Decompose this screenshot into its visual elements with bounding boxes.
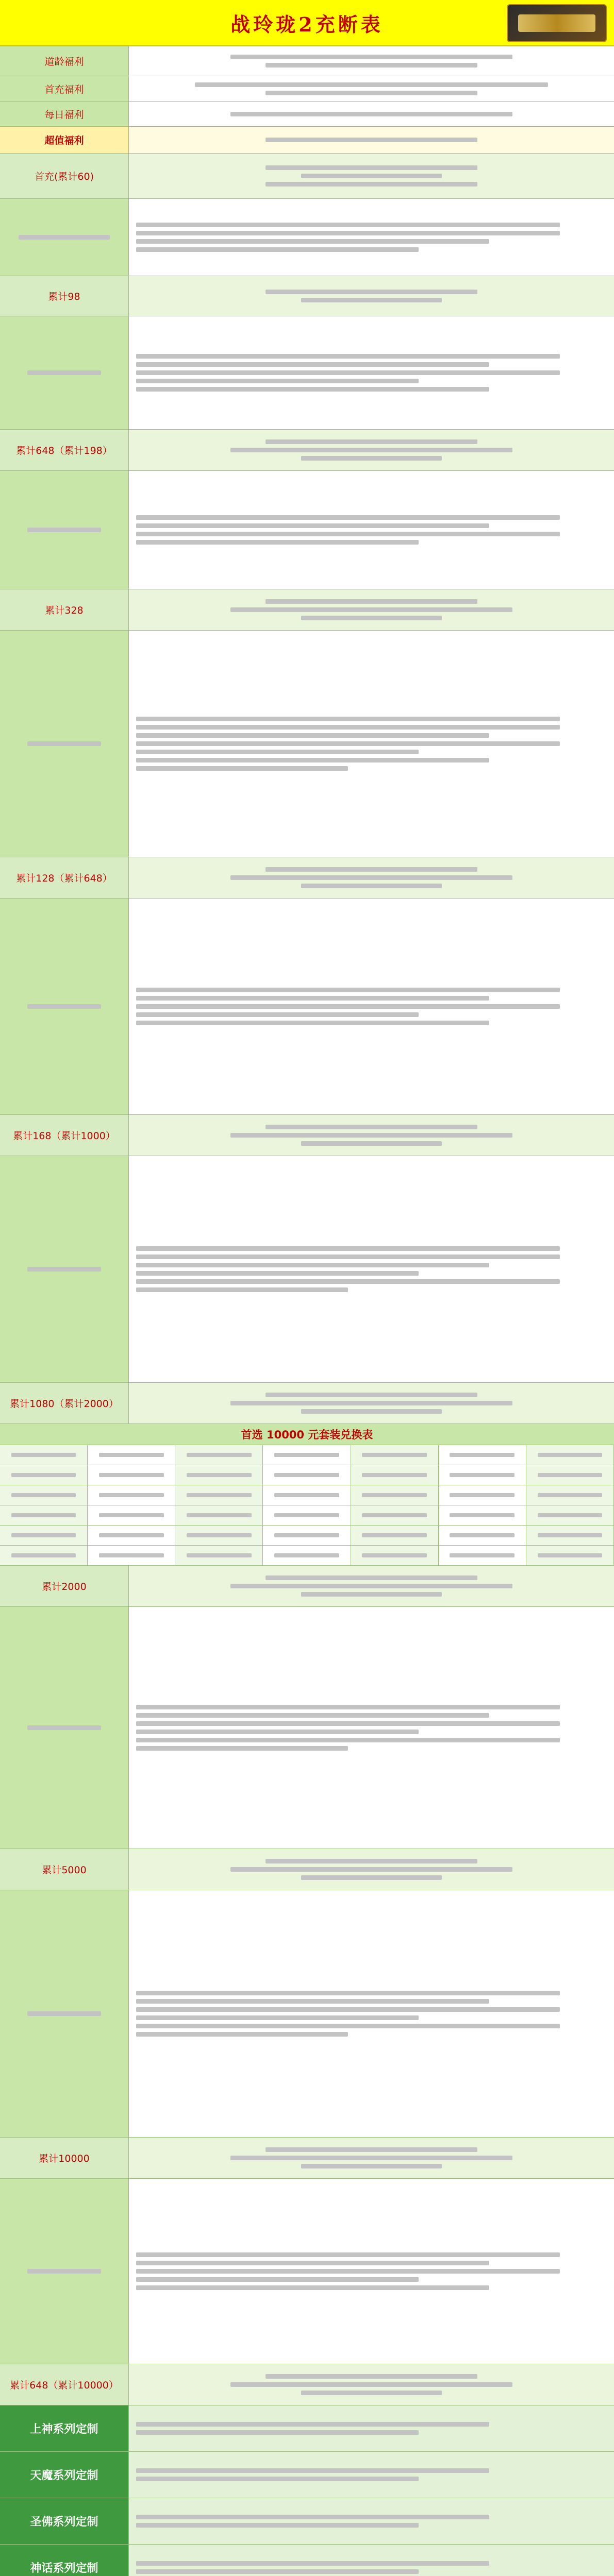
series-body bbox=[129, 2452, 614, 2498]
tier-body bbox=[129, 430, 614, 470]
table-row bbox=[0, 1526, 614, 1546]
table-row bbox=[0, 1465, 614, 1485]
reward-body bbox=[129, 1890, 614, 2137]
tier-body bbox=[129, 276, 614, 316]
tier-row bbox=[0, 1566, 614, 1607]
tier-label: 累计128（累计648） bbox=[0, 857, 129, 898]
reward-label-area bbox=[0, 631, 129, 857]
tier-row bbox=[0, 430, 614, 471]
series-label: 圣佛系列定制 bbox=[0, 2498, 129, 2544]
tier-label: 累计168（累计1000） bbox=[0, 1115, 129, 1156]
reward-body bbox=[129, 1156, 614, 1382]
series-body bbox=[129, 2545, 614, 2576]
series-label: 神话系列定制 bbox=[0, 2545, 129, 2576]
reward-label-area bbox=[0, 1607, 129, 1849]
tier-body bbox=[129, 2364, 614, 2405]
reward-row bbox=[0, 899, 614, 1115]
reward-row bbox=[0, 1607, 614, 1849]
series-body bbox=[129, 2498, 614, 2544]
tier-body bbox=[129, 589, 614, 630]
exchange-table-caption: 首选 10000 元套装兑换表 bbox=[0, 1424, 614, 1445]
reward-row bbox=[0, 316, 614, 430]
series-label: 上神系列定制 bbox=[0, 2405, 129, 2451]
reward-body bbox=[129, 199, 614, 276]
reward-row bbox=[0, 2179, 614, 2364]
section-row bbox=[0, 127, 614, 154]
reward-label-area bbox=[0, 899, 129, 1114]
tier-row bbox=[0, 1849, 614, 1890]
section-label: 超值福利 bbox=[0, 127, 129, 153]
series-label: 天魔系列定制 bbox=[0, 2452, 129, 2498]
section-label: 每日福利 bbox=[0, 102, 129, 126]
tier-label: 累计328 bbox=[0, 589, 129, 630]
reward-label-area bbox=[0, 199, 129, 276]
logo-mark bbox=[518, 14, 595, 32]
table-row bbox=[0, 1485, 614, 1505]
tier-body bbox=[129, 1383, 614, 1423]
game-logo bbox=[507, 4, 607, 42]
series-row bbox=[0, 2545, 614, 2576]
reward-body bbox=[129, 2179, 614, 2364]
tier-label: 累计5000 bbox=[0, 1849, 129, 1890]
tier-row bbox=[0, 276, 614, 316]
page-title: 战玲珑2充断表 bbox=[230, 12, 384, 36]
tier-row bbox=[0, 2364, 614, 2405]
tier-row bbox=[0, 589, 614, 631]
reward-label-area bbox=[0, 1890, 129, 2137]
tier-label: 累计1080（累计2000） bbox=[0, 1383, 129, 1423]
tier-body bbox=[129, 1849, 614, 1890]
reward-label-area bbox=[0, 471, 129, 589]
exchange-table bbox=[0, 1445, 614, 1566]
tier-body bbox=[129, 1566, 614, 1606]
tier-label: 累计2000 bbox=[0, 1566, 129, 1606]
series-body bbox=[129, 2405, 614, 2451]
section-row bbox=[0, 102, 614, 127]
reward-body bbox=[129, 631, 614, 857]
reward-row bbox=[0, 1890, 614, 2138]
tier-row bbox=[0, 857, 614, 899]
section-body bbox=[129, 76, 614, 101]
table-row bbox=[0, 1445, 614, 1465]
section-body bbox=[129, 46, 614, 76]
reward-label-area bbox=[0, 2179, 129, 2364]
title-bar bbox=[0, 0, 614, 46]
reward-body bbox=[129, 899, 614, 1114]
series-row bbox=[0, 2452, 614, 2498]
tier-row bbox=[0, 1383, 614, 1424]
series-row bbox=[0, 2498, 614, 2545]
tier-body bbox=[129, 154, 614, 198]
tier-row bbox=[0, 154, 614, 199]
tier-label: 首充(累计60) bbox=[0, 154, 129, 198]
reward-body bbox=[129, 1607, 614, 1849]
tier-row bbox=[0, 1115, 614, 1156]
tier-label: 累计648（累计198） bbox=[0, 430, 129, 470]
reward-body bbox=[129, 316, 614, 429]
tier-row bbox=[0, 2138, 614, 2179]
tier-body bbox=[129, 857, 614, 898]
series-row bbox=[0, 2405, 614, 2452]
reward-label-area bbox=[0, 1156, 129, 1382]
tier-label: 累计10000 bbox=[0, 2138, 129, 2178]
section-body bbox=[129, 127, 614, 153]
section-row bbox=[0, 46, 614, 76]
tier-label: 累计98 bbox=[0, 276, 129, 316]
tier-body bbox=[129, 1115, 614, 1156]
section-label: 道龄福利 bbox=[0, 46, 129, 76]
section-label: 首充福利 bbox=[0, 76, 129, 101]
reward-row bbox=[0, 199, 614, 276]
section-body bbox=[129, 102, 614, 126]
reward-row bbox=[0, 471, 614, 589]
reward-label-area bbox=[0, 316, 129, 429]
tier-label: 累计648（累计10000） bbox=[0, 2364, 129, 2405]
section-row bbox=[0, 76, 614, 102]
reward-row bbox=[0, 631, 614, 857]
reward-body bbox=[129, 471, 614, 589]
tier-body bbox=[129, 2138, 614, 2178]
reward-row bbox=[0, 1156, 614, 1383]
table-row bbox=[0, 1546, 614, 1566]
table-row bbox=[0, 1505, 614, 1526]
